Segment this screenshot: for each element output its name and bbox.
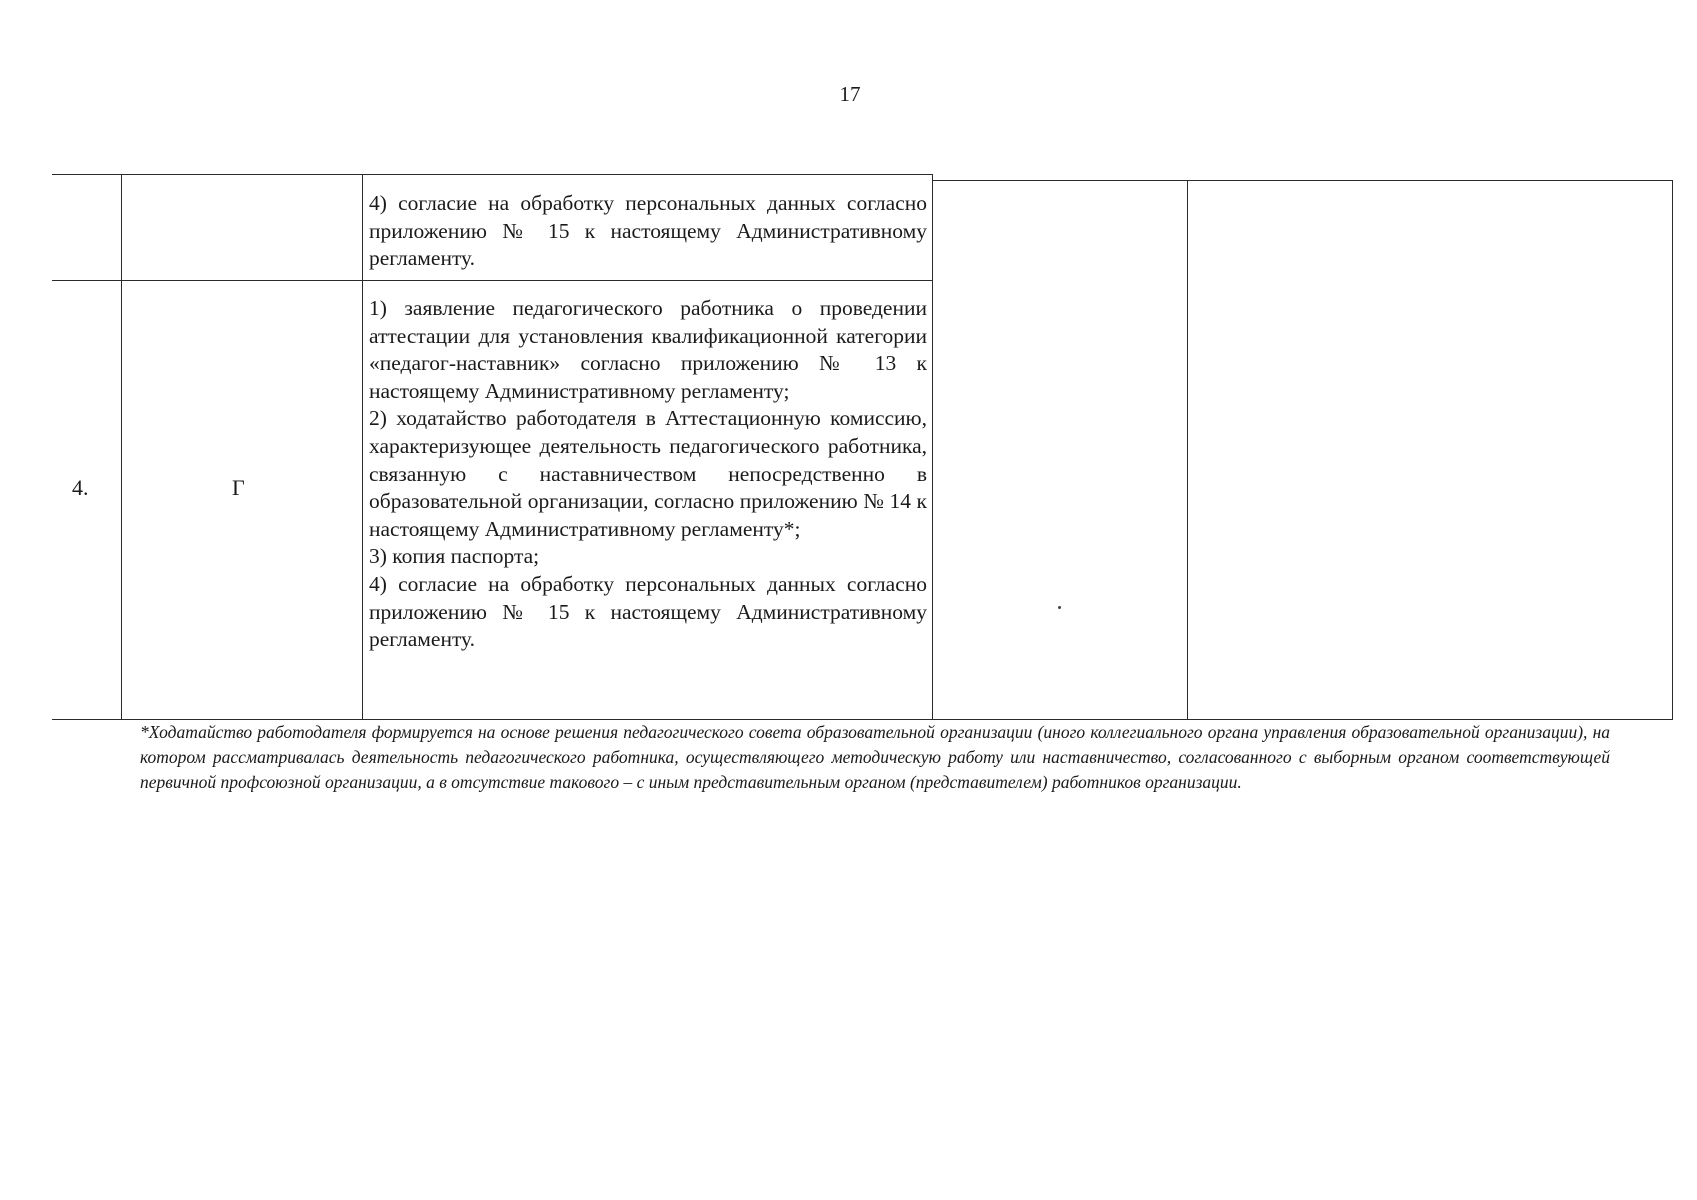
footnote: *Ходатайство работодателя формируется на основе решения педагогического совета образовательной организации (иного коллегиального органа управления образовательной организации), на котором рассматривалась деятельность педагогического работника, осуществляющего методическую работу или наставничество, согласованного с выборным органом соответствующей первичной профсоюзной организации, а в отсутствие такового – с иным представительным органом (представителем) работников организации. (140, 722, 1610, 792)
table-top-border (52, 174, 932, 175)
table-cell-documents (369, 295, 927, 654)
document-item: 4) согласие на обработку персональных данных согласно приложению № 15 к настоящему Административному регламенту. (369, 191, 927, 271)
table-col-line-3 (932, 174, 933, 719)
table-row-number: 4. (72, 475, 89, 500)
table-row-divider (52, 280, 932, 281)
table-cell-documents-continuation (369, 190, 927, 273)
document-item: 2) ходатайство работодателя в Аттестационную комиссию, характеризующее деятельность педагогического работника, связанную с наставничеством непосредственно в образовательной организации, согласно приложению № 14 к настоящему Административному регламенту*; (369, 406, 927, 541)
table-col-line-1 (121, 174, 122, 719)
table-col-line-5 (1672, 180, 1673, 719)
table-col-line-2 (362, 174, 363, 719)
document-item: 1) заявление педагогического работника о проведении аттестации для установления квалификационной категории «педагог-наставник» согласно приложению № 13 к настоящему Административному регламенту; (369, 296, 927, 403)
document-item: 4) согласие на обработку персональных данных согласно приложению № 15 к настоящему Административному регламенту. (369, 571, 927, 652)
table-row-letter: Г (232, 475, 245, 500)
document-item: 3) копия паспорта; (369, 544, 540, 569)
table-col-line-4 (1187, 180, 1188, 719)
scan-speck (1058, 606, 1061, 609)
table-top-border-right (932, 180, 1673, 181)
page-number: 17 (839, 82, 861, 106)
